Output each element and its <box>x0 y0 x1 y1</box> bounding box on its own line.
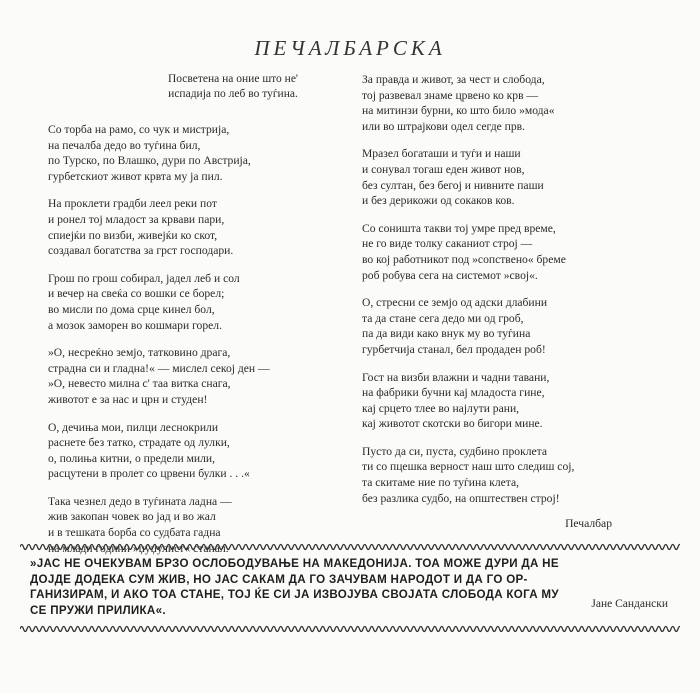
left-stanza <box>48 420 348 482</box>
poem-line: и без дерикожи од сокаков ков. <box>362 194 515 208</box>
poem-line: спиејќи по визби, живејќи ко скот, <box>48 228 218 242</box>
poem-line: не го виде толку саканиот строј — <box>362 237 533 251</box>
poem-line: кај срцето тлее во најлути рани, <box>362 401 520 415</box>
poem-line: роб робува сега на системот »свој«. <box>362 268 538 282</box>
poem-line: и в тешката борба со судбата гадна <box>48 526 221 540</box>
poem-line: без султан, без бегој и нивните паши <box>362 178 544 192</box>
poem-line: жив закопан човек во јад и во жал <box>48 510 216 524</box>
poem-line: та скитаме ние по туѓина клета, <box>362 476 520 490</box>
right-stanza <box>362 72 612 134</box>
poem-line: и вечер на свеќа со вошки се борел; <box>48 287 225 301</box>
poem-line: гурбетскиот живот крвта му ја пил. <box>48 169 223 183</box>
quote-author: Јане Сандански <box>591 598 668 610</box>
poem-line: во мисли по дома срце кинел бол, <box>48 302 215 316</box>
right-stanza <box>362 444 612 506</box>
poem-line: На проклети градби леел реки пот <box>48 197 217 211</box>
poem-line: Со соништа такви тој умре пред време, <box>362 221 556 235</box>
poem-line: на печалба дедо во туѓина бил, <box>48 138 201 152</box>
poem-line: тој развевал знаме црвено ко крв — <box>362 88 539 102</box>
dedication-line: испадија по леб во туѓина. <box>168 88 298 100</box>
poem-line: Гост на визби влажни и чадни тавани, <box>362 370 550 384</box>
poem-line: страдна си и гладна!« — мислел секој ден — <box>48 361 270 375</box>
poem-title: ПЕЧАЛБАРСКА <box>254 36 446 60</box>
poem-line: Мразел богаташи и туѓи и наши <box>362 147 521 161</box>
poem-line: расцутени в пролет со црвени булки . . .« <box>48 467 250 481</box>
poem-line: гурбетчија станал, бел продаден роб! <box>362 342 546 356</box>
poem-line: раснете без татко, страдате од лулки, <box>48 436 230 450</box>
poem-line: на млади години »џуџулист« станал. <box>48 541 229 555</box>
wave-divider-bottom <box>20 623 680 635</box>
poem-line: »О, несреќно земјо, татковино драга, <box>48 346 231 360</box>
poem-line: »О, невесто милна с' таа витка снага, <box>48 377 231 391</box>
poem-line: та да стане сега дедо ми од гроб, <box>362 311 524 325</box>
poem-line: создавал богатства за грст господари. <box>48 244 234 258</box>
quote-line: »ЈАС НЕ ОЧЕКУВАМ БРЗО ОСЛОБОДУВАЊЕ НА МАКЕДОНИЈА. ТОА МОЖЕ ДУРИ ДА НЕ <box>30 557 559 570</box>
left-stanza <box>48 196 348 258</box>
quote-line: ГАНИЗИРАМ, И АКО ТОА СТАНЕ, ТОЈ ЌЕ СИ ЈА ИЗВОЈУВА СВОЈАТА СЛОБОДА КОГА МУ <box>30 588 559 602</box>
poem-line: Така чезнел дедо в туѓината ладна — <box>48 494 232 508</box>
right-stanza <box>362 146 612 208</box>
right-stanza <box>362 370 612 432</box>
poem-line: без разлика судбо, на општествен строј! <box>362 491 560 505</box>
poem-line: О, дечиња мои, пилци леснокрили <box>48 420 219 434</box>
poem-line: на митинзи бурни, ко што било »мода« <box>362 104 555 118</box>
poem-signature: Печалбар <box>565 517 612 531</box>
poem-line: па да види како внук му во туѓина <box>362 327 531 341</box>
poem-line: кај животот скотски во бигори мине. <box>362 417 543 431</box>
poem-line: или во штрајкови одел сегде прв. <box>362 119 526 133</box>
dedication-line: Посветена на оние што не' <box>167 73 299 85</box>
right-stanza <box>362 221 612 283</box>
sandanski-quote <box>30 556 602 618</box>
poem-line: ти со пцешка верност наш што следиш сој, <box>362 460 575 474</box>
quote-line: ДОЈДЕ ДОДЕКА СУМ ЖИВ, НО ЈАС САКАМ ДА ГО ЗАЧУВАМ НАРОДОТ И ДА ГО ОР- <box>30 572 528 586</box>
poem-line: на фабрики бучни кај младоста гине, <box>362 386 545 400</box>
poem-line: о, полиња китни, о предели мили, <box>48 451 216 465</box>
poem-line: Со торба на рамо, со чук и мистрија, <box>48 123 230 136</box>
left-stanza <box>48 345 348 407</box>
poem-line: а мозок заморен во кошмари горел. <box>48 318 222 332</box>
poem-left-column <box>48 122 348 568</box>
poem-line: и ронел тој младост за крвави пари, <box>48 212 225 226</box>
poem-line: животот е за нас и црн и студен! <box>48 392 208 406</box>
quote-line: СЕ ПРУЖИ ПРИЛИКА«. <box>30 603 166 617</box>
poem-line: За правда и живот, за чест и слобода, <box>362 73 545 86</box>
left-stanza <box>48 122 348 184</box>
left-stanza <box>48 271 348 333</box>
wave-divider-top <box>20 541 680 553</box>
poem-line: Грош по грош собирал, јадел леб и сол <box>48 271 240 285</box>
poem-line: О, стресни се земјо од адски длабини <box>362 296 548 310</box>
poem-line: и сонувал тогаш еден живот нов, <box>362 162 525 176</box>
poem-line: во кој работникот под »сопствено« бреме <box>362 252 566 266</box>
right-stanza <box>362 295 612 357</box>
poem-right-column <box>362 72 612 532</box>
dedication <box>118 72 348 102</box>
poem-line: по Турско, по Влашко, дури по Австрија, <box>48 154 251 168</box>
poem-line: Пусто да си, пуста, судбино проклета <box>362 444 547 458</box>
